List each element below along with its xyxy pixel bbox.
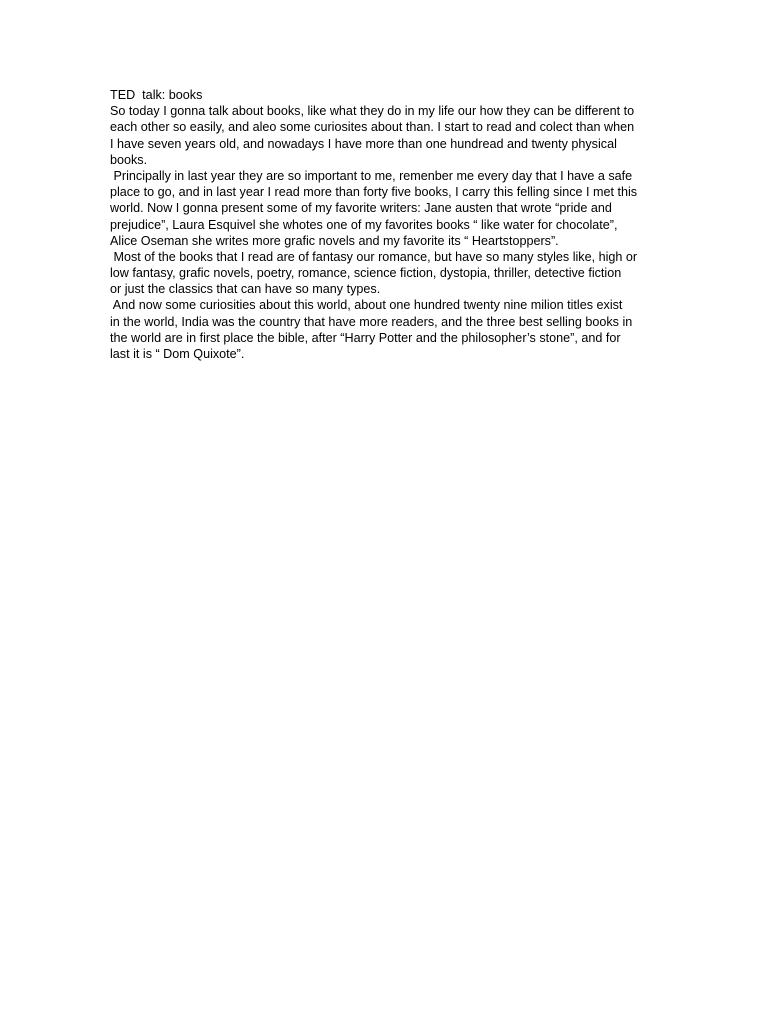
text-line: So today I gonna talk about books, like what they do in my life our how they can be different to [110,104,635,119]
text-line: Alice Oseman she writes more grafic novels and my favorite its “ Heartstoppers”. [110,233,559,248]
text-line: in the world, India was the country that have more readers, and the three best selling books in [110,314,633,329]
text-line: each other so easily, and aleo some curiosites about than. I start to read and colect than when [110,120,635,135]
text-line: I have seven years old, and nowadays I have more than one hundread and twenty physical [110,136,617,151]
text-line: Most of the books that I read are of fantasy our romance, but have so many styles like, high or [110,249,638,264]
document-body [110,87,662,362]
text-line: place to go, and in last year I read more than forty five books, I carry this felling since I met this [110,185,638,200]
text-line: And now some curiosities about this world, about one hundred twenty nine milion titles exist [110,298,623,313]
text-line: or just the classics that can have so many types. [110,282,381,297]
text-line: Principally in last year they are so important to me, remenber me every day that I have a safe [110,168,633,183]
document-title: TED talk: books [110,88,203,102]
text-line: prejudice”, Laura Esquivel she whotes one of my favorites books “ like water for chocolate”, [110,217,618,232]
text-line: books. [110,152,148,167]
text-line: last it is “ Dom Quixote”. [110,347,245,361]
text-line: the world are in first place the bible, after “Harry Potter and the philosopher’s stone”, and for [110,330,621,345]
text-line: world. Now I gonna present some of my favorite writers: Jane austen that wrote “pride and [110,201,612,216]
text-line: low fantasy, grafic novels, poetry, romance, science fiction, dystopia, thriller, detective fiction [110,266,622,281]
